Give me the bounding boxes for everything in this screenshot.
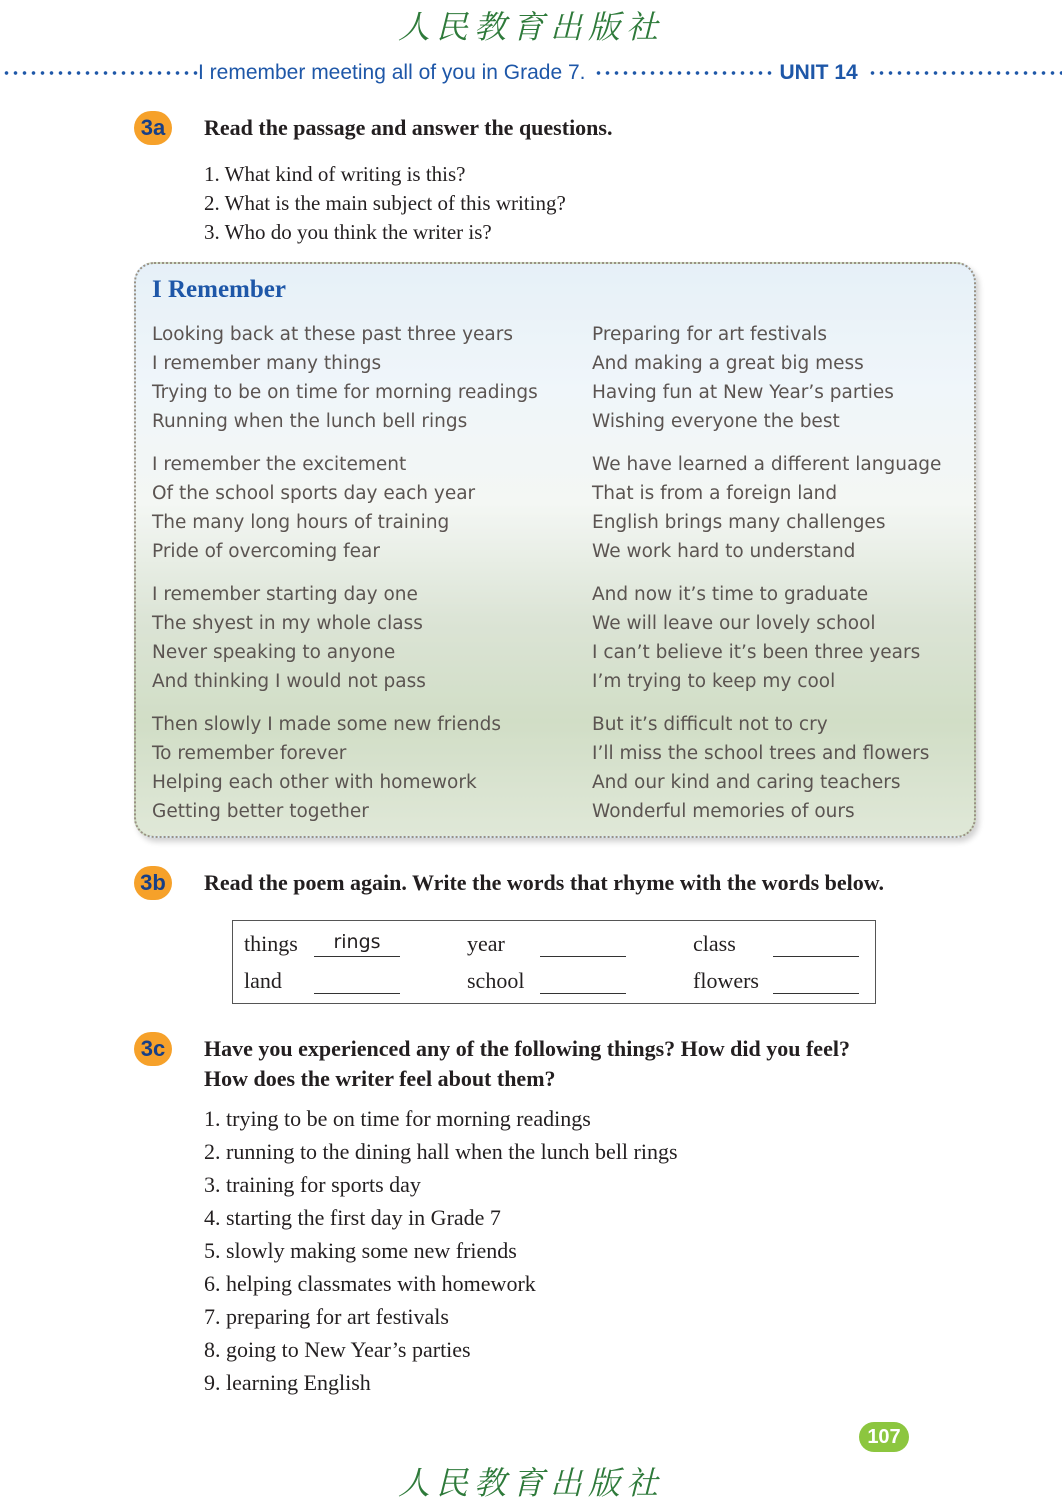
answer-blank[interactable] xyxy=(540,930,626,957)
poem-line: I remember many things xyxy=(152,353,382,374)
poem-line: But it’s difficult not to cry xyxy=(592,714,828,735)
poem-line: I remember the excitement xyxy=(152,454,407,475)
poem-line: I’ll miss the school trees and flowers xyxy=(592,743,930,764)
rhyme-word: land xyxy=(244,968,282,993)
poem-line: We work hard to understand xyxy=(592,541,856,562)
publisher-logo-bottom: 人民教育出版社 xyxy=(397,1464,664,1502)
section-3a-questions xyxy=(204,160,566,247)
poem-title: I Remember xyxy=(152,276,286,303)
poem-stanza xyxy=(592,320,894,436)
section-3a-instruction: Read the passage and answer the questions. xyxy=(204,115,613,140)
poem-line: Then slowly I made some new friends xyxy=(152,714,502,735)
section-3c-list xyxy=(204,1102,678,1399)
question-item: 1. What kind of writing is this? xyxy=(204,162,466,186)
dot-rule xyxy=(2,70,198,76)
poem-line: Of the school sports day each year xyxy=(152,483,476,504)
poem-line: And thinking I would not pass xyxy=(152,671,426,692)
poem-line: And our kind and caring teachers xyxy=(592,772,901,793)
list-item: 3. training for sports day xyxy=(204,1172,421,1197)
poem-line: The shyest in my whole class xyxy=(152,613,423,634)
poem-line: Getting better together xyxy=(152,801,369,822)
answer-blank[interactable] xyxy=(773,967,859,994)
list-item: 7. preparing for art festivals xyxy=(204,1304,449,1329)
rhyme-word: flowers xyxy=(693,968,759,993)
poem-line: To remember forever xyxy=(152,743,347,764)
rhyme-table xyxy=(232,920,876,1004)
section-3a-badge: 3a xyxy=(134,111,172,145)
poem-stanza xyxy=(152,320,538,436)
list-item: 5. slowly making some new friends xyxy=(204,1238,517,1263)
poem-line: Running when the lunch bell rings xyxy=(152,411,468,432)
poem-line: I remember starting day one xyxy=(152,584,418,605)
section-3c-badge: 3c xyxy=(134,1032,172,1066)
poem-line: And now it’s time to graduate xyxy=(592,584,869,605)
poem-line: And making a great big mess xyxy=(592,353,864,374)
answer-blank[interactable] xyxy=(540,967,626,994)
poem-line: I can’t believe it’s been three years xyxy=(592,642,921,663)
list-item: 2. running to the dining hall when the lunch bell rings xyxy=(204,1139,678,1164)
unit-label: UNIT 14 xyxy=(779,61,858,84)
poem-line: Trying to be on time for morning readings xyxy=(152,382,538,403)
poem-stanza xyxy=(592,580,920,696)
running-header xyxy=(0,58,1062,88)
page-number: 107 xyxy=(859,1422,909,1452)
poem-line: Having fun at New Year’s parties xyxy=(592,382,894,403)
dot-rule xyxy=(594,70,772,76)
poem-line: Wishing everyone the best xyxy=(592,411,840,432)
poem-line: That is from a foreign land xyxy=(592,483,838,504)
header-title: I remember meeting all of you in Grade 7. xyxy=(198,61,586,84)
publisher-logo-top: 人民教育出版社 xyxy=(397,8,664,46)
section-3c-instruction-line2: How does the writer feel about them? xyxy=(204,1066,556,1091)
poem-box xyxy=(134,262,976,838)
poem-line: We will leave our lovely school xyxy=(592,613,876,634)
poem-line: Never speaking to anyone xyxy=(152,642,396,663)
poem-line: Looking back at these past three years xyxy=(152,324,513,345)
answer-blank[interactable] xyxy=(773,930,859,957)
section-3c-instruction: Have you experienced any of the following things? How did you feel? xyxy=(204,1036,850,1061)
poem-line: The many long hours of training xyxy=(152,512,450,533)
poem-line: We have learned a different language xyxy=(592,454,942,475)
list-item: 4. starting the first day in Grade 7 xyxy=(204,1205,501,1230)
list-item: 1. trying to be on time for morning readings xyxy=(204,1106,591,1131)
list-item: 6. helping classmates with homework xyxy=(204,1271,536,1296)
rhyme-word: year xyxy=(467,931,505,956)
section-3b-badge: 3b xyxy=(134,866,172,900)
poem-stanza xyxy=(152,450,475,566)
rhyme-word: class xyxy=(693,931,736,956)
poem-line: Preparing for art festivals xyxy=(592,324,827,345)
answer-blank[interactable] xyxy=(314,967,400,994)
poem-line: English brings many challenges xyxy=(592,512,886,533)
rhyme-word: school xyxy=(467,968,525,993)
answer-blank[interactable]: rings xyxy=(314,930,400,957)
poem-stanza xyxy=(592,450,941,566)
question-item: 2. What is the main subject of this writing? xyxy=(204,191,566,215)
poem-line: Helping each other with homework xyxy=(152,772,477,793)
list-item: 8. going to New Year’s parties xyxy=(204,1337,471,1362)
rhyme-word: things xyxy=(244,931,298,956)
poem-stanza xyxy=(152,710,501,826)
dot-rule xyxy=(868,70,1062,76)
poem-line: Wonderful memories of ours xyxy=(592,801,855,822)
poem-stanza xyxy=(592,710,929,826)
list-item: 9. learning English xyxy=(204,1370,371,1395)
poem-stanza xyxy=(152,580,426,696)
section-3b-instruction: Read the poem again. Write the words that rhyme with the words below. xyxy=(204,870,884,895)
poem-line: I’m trying to keep my cool xyxy=(592,671,836,692)
question-item: 3. Who do you think the writer is? xyxy=(204,220,492,244)
poem-line: Pride of overcoming fear xyxy=(152,541,380,562)
